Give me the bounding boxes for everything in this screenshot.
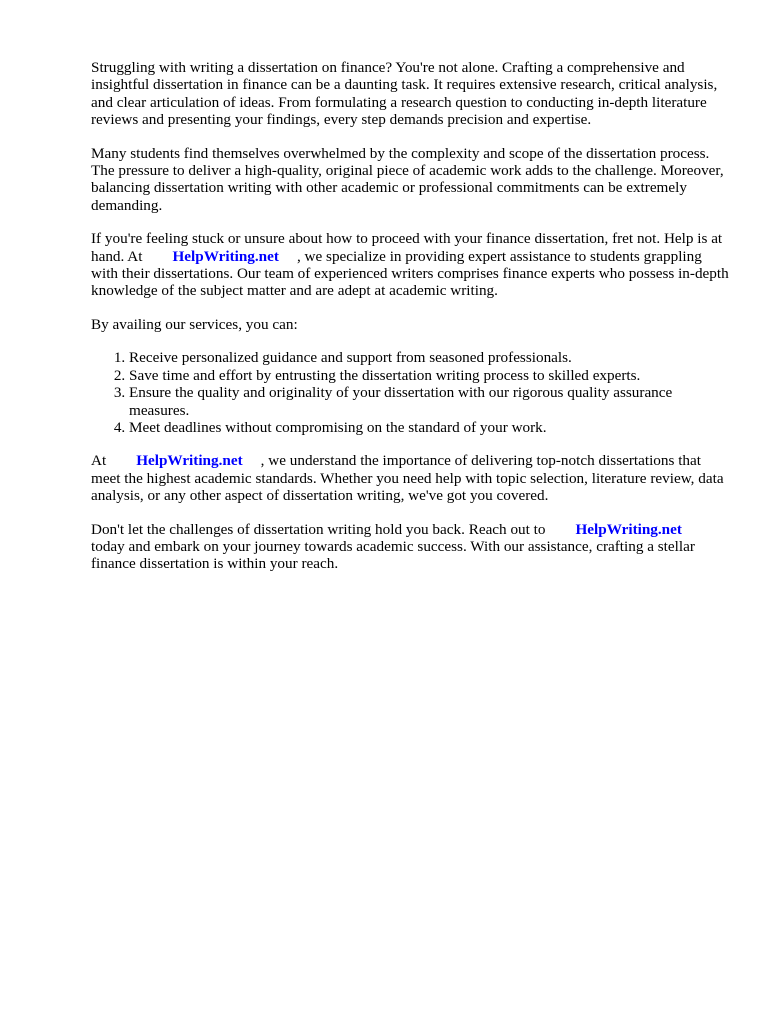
list-item: 1. Receive personalized guidance and support from seasoned professionals. bbox=[129, 349, 731, 366]
help-text-before: If you're feeling stuck or unsure about how to proceed with your finance dissertation, fret not. Help is at hand. At bbox=[91, 230, 723, 265]
commitment-text-after: , we understand the importance of delivering top-notch dissertations that meet the highest academic standards. Whether you need help with topic selection, literature review, data analysis, or any other aspect of dissertation writing, we've got you covered. bbox=[91, 452, 724, 505]
closing-text-after: today and embark on your journey towards academic success. With our assistance, crafting a stellar finance dissertation is within your reach. bbox=[91, 537, 695, 573]
list-item: 4. Meet deadlines without compromising on the standard of your work. bbox=[129, 419, 731, 436]
closing-paragraph bbox=[91, 521, 731, 573]
help-text-after: , we specialize in providing expert assistance to students grappling with their dissertations. Our team of experienced writers comprises finance experts who possess in-depth knowledge of the subject matter and are adept at academic writing. bbox=[91, 247, 729, 300]
list-item: 2. Save time and effort by entrusting the dissertation writing process to skilled experts. bbox=[129, 367, 731, 384]
services-list bbox=[91, 349, 731, 436]
document-page bbox=[91, 59, 731, 589]
commitment-paragraph bbox=[91, 452, 731, 504]
closing-text-before: Don't let the challenges of dissertation writing hold you back. Reach out to bbox=[91, 520, 546, 538]
helpwriting-link-1[interactable]: HelpWriting.net bbox=[172, 247, 279, 265]
services-intro: By availing our services, you can: bbox=[91, 315, 298, 333]
helpwriting-link-2[interactable]: HelpWriting.net bbox=[136, 452, 243, 470]
challenges-paragraph: Many students find themselves overwhelmed by the complexity and scope of the dissertation process. The pressure to deliver a high-quality, original piece of academic work adds to the challenge. Moreover, balancing dissertation writing with other academic or professional commitments can be extremely demanding. bbox=[91, 144, 724, 214]
commitment-text-before: At bbox=[91, 452, 107, 470]
list-item: 3. Ensure the quality and originality of your dissertation with our rigorous quality assurance measures. bbox=[129, 384, 731, 419]
helpwriting-link-3[interactable]: HelpWriting.net bbox=[575, 520, 682, 538]
intro-paragraph: Struggling with writing a dissertation on finance? You're not alone. Crafting a comprehensive and insightful dissertation in finance can be a daunting task. It requires extensive research, critical analysis, and clear articulation of ideas. From formulating a research question to conducting in-depth literature reviews and presenting your findings, every step demands precision and expertise. bbox=[91, 59, 718, 129]
help-paragraph bbox=[91, 230, 731, 300]
